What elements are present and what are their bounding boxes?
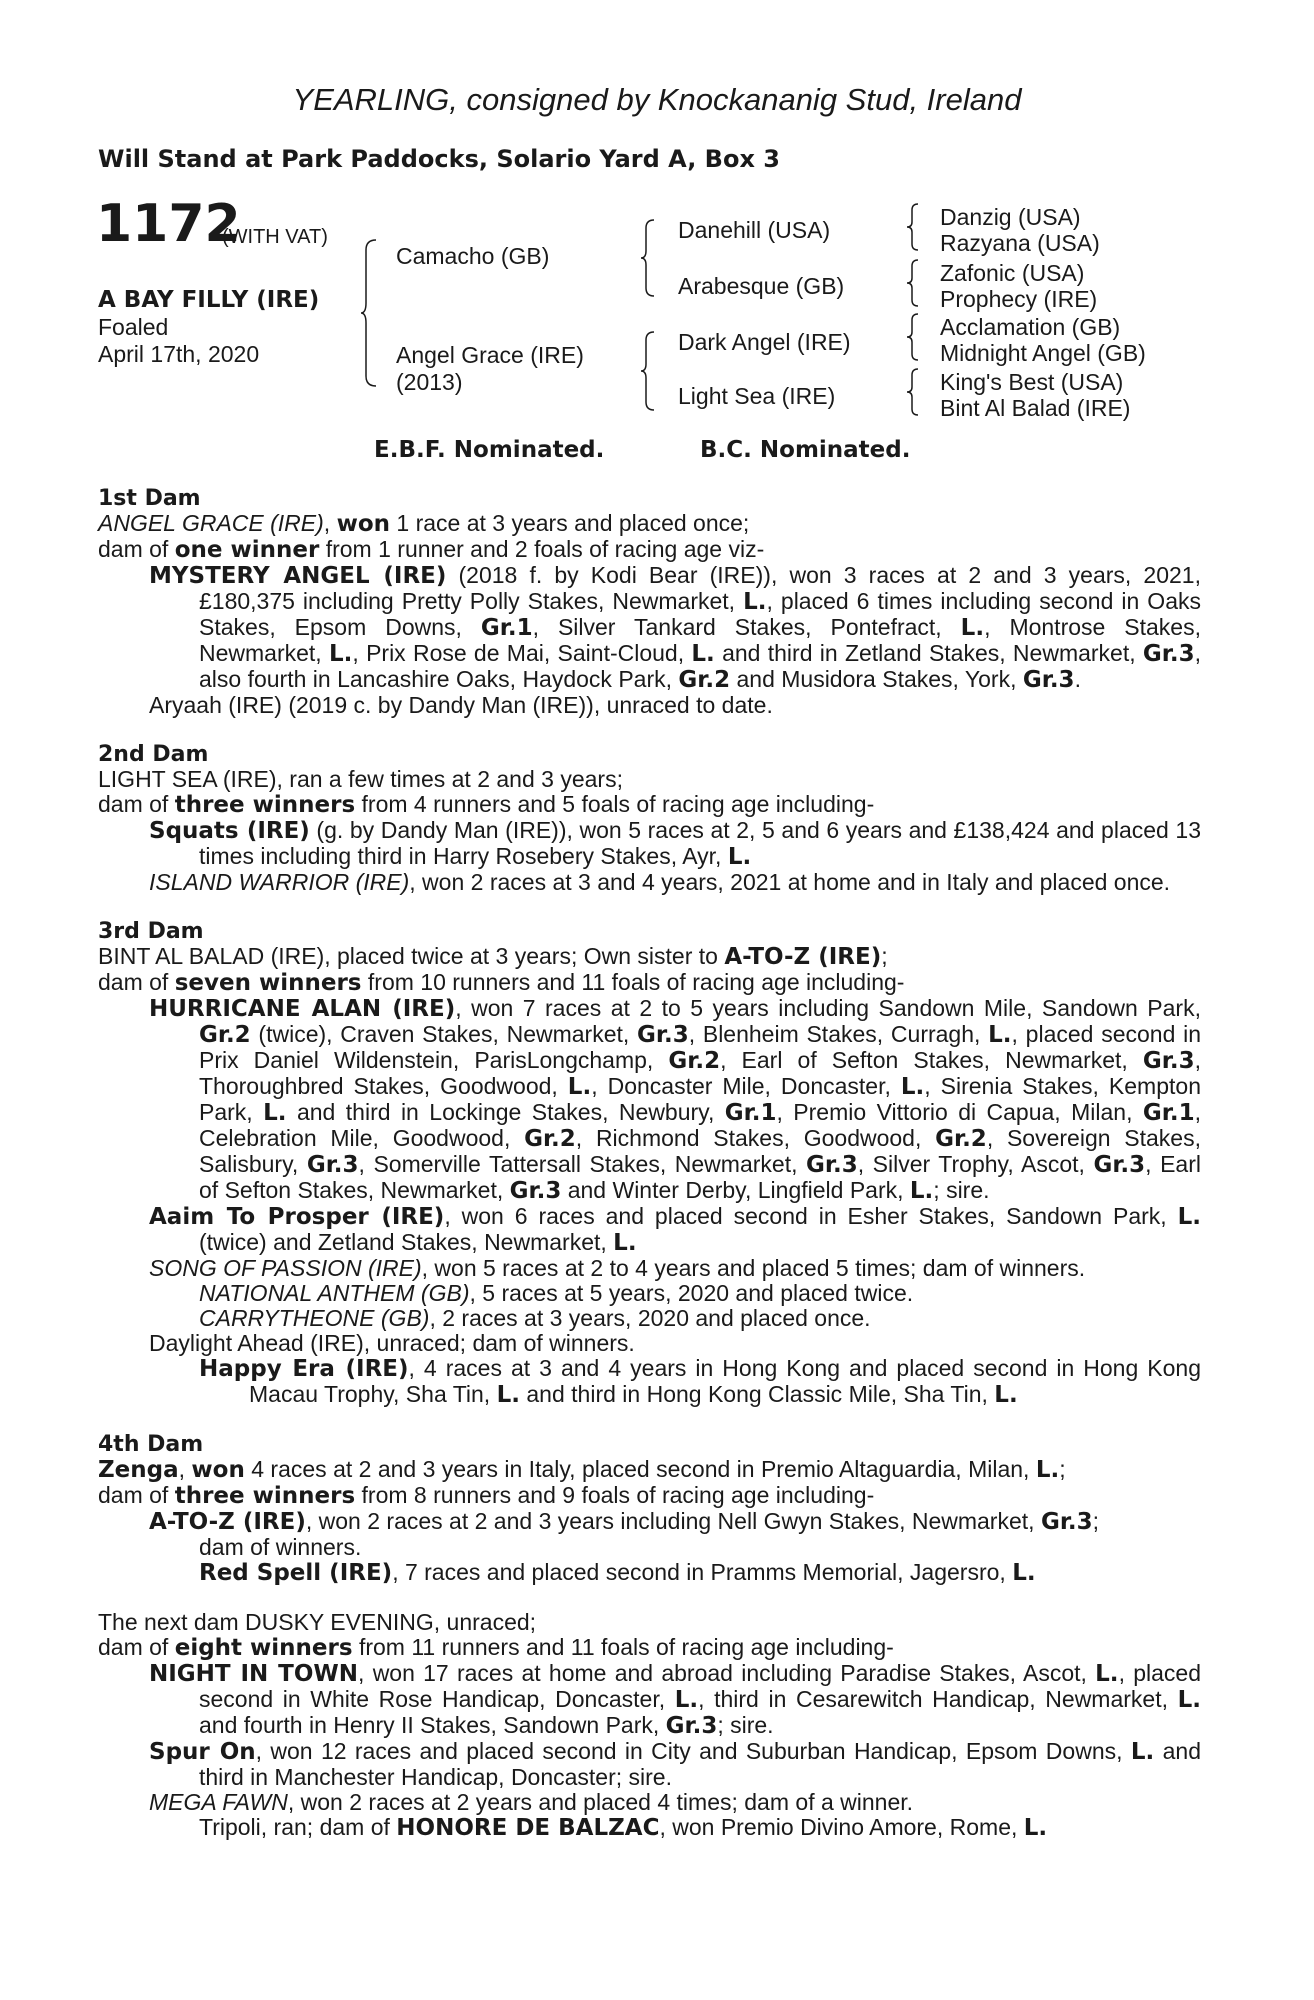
bc-nomination: B.C. Nominated. xyxy=(700,437,911,463)
produce-entry: Aaim To Prosper (IRE), won 6 races and placed second in Esher Stakes, Sandown Park, L. (twice) and Zetland Stakes, Newmarket, L. xyxy=(149,1203,1201,1256)
dam-summary: LIGHT SEA (IRE), ran a few times at 2 and 3 years; xyxy=(98,766,623,792)
foaled-info xyxy=(98,314,259,368)
dam-summary: ANGEL GRACE (IRE), won 1 race at 3 years and placed once; xyxy=(98,510,750,537)
gen3-group-2 xyxy=(940,260,1097,312)
gen3-ancestor: Bint Al Balad (IRE) xyxy=(940,395,1131,421)
produce-entry: ISLAND WARRIOR (IRE), won 2 races at 3 and 4 years, 2021 at home and in Italy and placed once. xyxy=(149,869,1171,895)
produce-entry: NIGHT IN TOWN, won 17 races at home and abroad including Paradise Stakes, Ascot, L., placed second in White Rose Handicap, Doncaster, L., third in Cesarewitch Handicap, Newmarket, L. and fourth in Henry II Stakes, Sandown Park, Gr.3; sire. xyxy=(149,1660,1201,1739)
gen3-group-1 xyxy=(940,204,1100,256)
gen3-ancestor: Acclamation (GB) xyxy=(940,314,1121,340)
consignment-line: YEARLING, consigned by Knockananig Stud, Ireland xyxy=(292,82,1022,117)
dam-produce-summary: dam of seven winners from 10 runners and 11 foals of racing age including- xyxy=(98,969,905,996)
lot-number: 1172 xyxy=(96,194,241,254)
dam-sire-name: Dark Angel (IRE) xyxy=(678,329,851,355)
section-title: 4th Dam xyxy=(98,1432,204,1457)
pedigree-brace-dam xyxy=(640,330,658,412)
grand-produce-entry: Tripoli, ran; dam of HONORE DE BALZAC, won Premio Divino Amore, Rome, L. xyxy=(199,1814,1048,1841)
dam-name xyxy=(396,342,584,396)
second-dam-section xyxy=(98,742,1201,895)
dam-produce-summary: dam of eight winners from 11 runners and 11 foals of racing age including- xyxy=(98,1634,894,1661)
stand-location: Will Stand at Park Paddocks, Solario Yard A, Box 3 xyxy=(98,145,780,173)
dam-produce-summary: dam of three winners from 4 runners and 5 foals of racing age including- xyxy=(98,791,875,818)
pedigree-brace-main xyxy=(360,238,380,388)
produce-entry: SONG OF PASSION (IRE), won 5 races at 2 to 4 years and placed 5 times; dam of winners. xyxy=(149,1255,1086,1281)
produce-entry: Squats (IRE) (g. by Dandy Man (IRE)), won 5 races at 2, 5 and 6 years and £138,424 and placed 13 times including third in Harry Rosebery Stakes, Ayr, L. xyxy=(149,817,1201,870)
gen3-group-4 xyxy=(940,369,1130,421)
vat-note: (WITH VAT) xyxy=(222,226,328,248)
gen3-ancestor: Danzig (USA) xyxy=(940,204,1081,230)
section-title: 2nd Dam xyxy=(98,742,209,767)
pedigree-brace-sire xyxy=(640,218,658,298)
dam-produce-summary: dam of three winners from 8 runners and 9 foals of racing age including- xyxy=(98,1482,875,1509)
ebf-nomination: E.B.F. Nominated. xyxy=(374,437,605,463)
produce-entry: Aryaah (IRE) (2019 c. by Dandy Man (IRE)), unraced to date. xyxy=(149,692,773,718)
next-dam-section xyxy=(98,1610,1201,1841)
dam-summary: BINT AL BALAD (IRE), placed twice at 3 years; Own sister to A-TO-Z (IRE); xyxy=(98,943,888,970)
grand-produce-entry: Happy Era (IRE), 4 races at 3 and 4 years in Hong Kong and placed second in Hong Kong Macau Trophy, Sha Tin, L. and third in Hong Kong Classic Mile, Sha Tin, L. xyxy=(199,1355,1201,1408)
sire-dam-name: Arabesque (GB) xyxy=(678,273,845,299)
produce-entry: Spur On, won 12 races and placed second in City and Suburban Handicap, Epsom Downs, L. and third in Manchester Handicap, Doncaster; sire. xyxy=(149,1738,1201,1790)
produce-entry-continued: dam of winners. xyxy=(199,1534,362,1560)
produce-entry: A-TO-Z (IRE), won 2 races at 2 and 3 years including Nell Gwyn Stakes, Newmarket, Gr.3; xyxy=(149,1508,1100,1535)
pedigree-notes xyxy=(98,486,1201,1865)
gen3-group-3 xyxy=(940,314,1146,366)
produce-entry: HURRICANE ALAN (IRE), won 7 races at 2 to 5 years including Sandown Mile, Sandown Park, Gr.2 (twice), Craven Stakes, Newmarket, Gr.3, Blenheim Stakes, Curragh, L., placed second in Prix Daniel Wildenstein, ParisLongchamp, Gr.2, Earl of Sefton Stakes, Newmarket, Gr.3, Thoroughbred Stakes, Goodwood, L., Doncaster Mile, Doncaster, L., Sirenia Stakes, Kempton Park, L. and third in Lockinge Stakes, Newbury, Gr.1, Premio Vittorio di Capua, Milan, Gr.1, Celebration Mile, Goodwood, Gr.2, Richmond Stakes, Goodwood, Gr.2, Sovereign Stakes, Salisbury, Gr.3, Somerville Tattersall Stakes, Newmarket, Gr.3, Silver Trophy, Ascot, Gr.3, Earl of Sefton Stakes, Newmarket, Gr.3 and Winter Derby, Lingfield Park, L.; sire. xyxy=(149,995,1201,1204)
produce-entry: MYSTERY ANGEL (IRE) (2018 f. by Kodi Bear (IRE)), won 3 races at 2 and 3 years, 2021, £180,375 including Pretty Polly Stakes, Newmarket, L., placed 6 times including second in Oaks Stakes, Epsom Downs, Gr.1, Silver Tankard Stakes, Pontefract, L., Montrose Stakes, Newmarket, L., Prix Rose de Mai, Saint-Cloud, L. and third in Zetland Stakes, Newmarket, Gr.3, also fourth in Lancashire Oaks, Haydock Park, Gr.2 and Musidora Stakes, York, Gr.3. xyxy=(149,562,1201,693)
grand-produce-entry: NATIONAL ANTHEM (GB), 5 races at 5 years, 2020 and placed twice. xyxy=(199,1280,914,1306)
section-title: 1st Dam xyxy=(98,486,201,511)
gen3-ancestor: Prophecy (IRE) xyxy=(940,286,1098,312)
grand-produce-entry: CARRYTHEONE (GB), 2 races at 3 years, 2020 and placed once. xyxy=(199,1305,871,1331)
pedigree-brace-g1 xyxy=(906,202,922,252)
produce-entry: Daylight Ahead (IRE), unraced; dam of winners. xyxy=(149,1330,635,1356)
grand-produce-entry: Red Spell (IRE), 7 races and placed second in Pramms Memorial, Jagersro, L. xyxy=(199,1559,1036,1586)
dam-produce-summary: dam of one winner from 1 runner and 2 foals of racing age viz- xyxy=(98,536,765,563)
horse-name: A BAY FILLY (IRE) xyxy=(98,287,320,313)
pedigree-brace-g3 xyxy=(906,312,922,362)
dam-dam-name: Light Sea (IRE) xyxy=(678,383,836,409)
dam-summary: Zenga, won 4 races at 2 and 3 years in Italy, placed second in Premio Altaguardia, Milan, L.; xyxy=(98,1456,1066,1483)
gen3-ancestor: King's Best (USA) xyxy=(940,369,1124,395)
dam-foaled-year: (2013) xyxy=(396,369,463,395)
gen3-ancestor: Razyana (USA) xyxy=(940,230,1100,256)
sire-name: Camacho (GB) xyxy=(396,243,550,269)
dam-summary: The next dam DUSKY EVENING, unraced; xyxy=(98,1609,537,1635)
foaled-label: Foaled xyxy=(98,314,169,340)
fourth-dam-section xyxy=(98,1432,1201,1586)
first-dam-section xyxy=(98,486,1201,718)
pedigree-brace-g2 xyxy=(906,258,922,308)
dam-name-line1: Angel Grace (IRE) xyxy=(396,342,584,368)
gen3-ancestor: Midnight Angel (GB) xyxy=(940,340,1146,366)
foaled-date: April 17th, 2020 xyxy=(98,341,260,367)
sire-sire-name: Danehill (USA) xyxy=(678,217,831,243)
produce-entry: MEGA FAWN, won 2 races at 2 years and placed 4 times; dam of a winner. xyxy=(149,1789,914,1815)
third-dam-section xyxy=(98,919,1201,1408)
pedigree-brace-g4 xyxy=(906,367,922,417)
section-title: 3rd Dam xyxy=(98,919,204,944)
gen3-ancestor: Zafonic (USA) xyxy=(940,260,1085,286)
